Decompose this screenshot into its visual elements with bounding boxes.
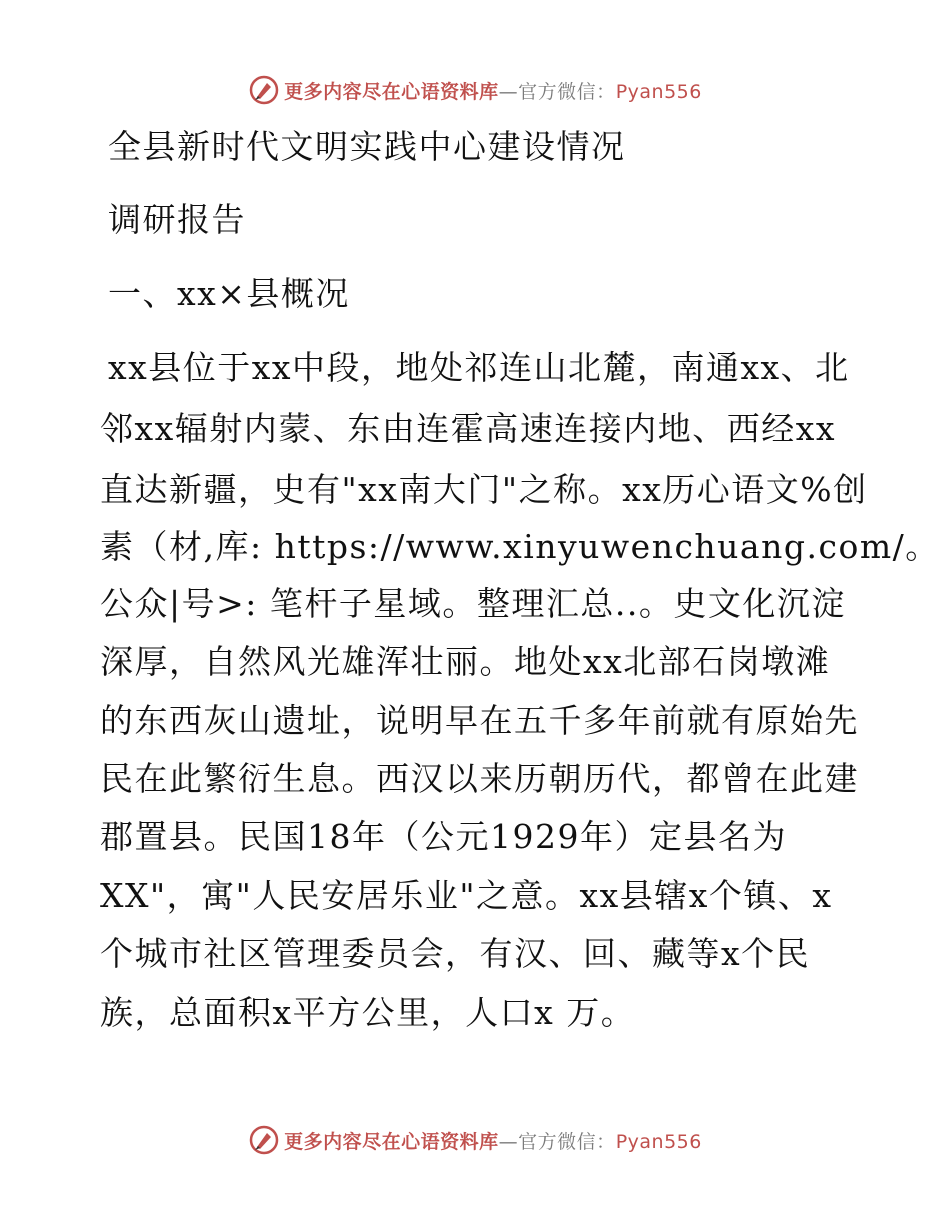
body-line: 的东西灰山遗址，说明早在五千多年前就有原始先: [100, 701, 859, 740]
footer-banner-separator: —: [498, 1130, 519, 1153]
body-line: 直达新疆，史有"xx南大门"之称。xx历心语文%创: [100, 470, 868, 509]
header-banner-sub: 官方微信：: [518, 80, 616, 103]
header-banner-text: [284, 77, 702, 104]
footer-banner-sub: 官方微信：: [518, 1130, 616, 1153]
footer-banner: [0, 1120, 950, 1160]
pen-nib-circle-icon: [248, 74, 280, 106]
header-banner-id: Pyan556: [615, 80, 702, 103]
footer-banner-content: [248, 1124, 702, 1156]
body-line: 民在此繁衍生息。西汉以来历朝历代，都曾在此建: [100, 759, 859, 798]
body-line: 素（材,库: https://www.xinyuwenchuang.com/。: [100, 527, 940, 566]
pen-nib-circle-icon: [248, 1124, 280, 1156]
header-banner: [0, 70, 950, 110]
body-line: 深厚，自然风光雄浑壮丽。地处xx北部石岗墩滩: [100, 642, 831, 681]
header-banner-main: 更多内容尽在心语资料库: [284, 80, 499, 103]
footer-banner-main: 更多内容尽在心语资料库: [284, 1130, 499, 1153]
body-line: xx县位于xx中段，地处祁连山北麓，南通xx、北: [108, 348, 850, 387]
footer-banner-text: [284, 1127, 702, 1154]
section-heading: 一、xx×县概况: [108, 274, 350, 313]
document-title-line1: 全县新时代文明实践中心建设情况: [108, 127, 626, 166]
header-banner-separator: —: [498, 80, 519, 103]
body-line: 公众|号>: 笔杆子星域。整理汇总..。史文化沉淀: [100, 584, 846, 623]
body-line: 族，总面积x平方公里，人口x 万。: [100, 993, 636, 1032]
header-banner-content: [248, 74, 702, 106]
footer-banner-id: Pyan556: [615, 1130, 702, 1153]
body-line: 个城市社区管理委员会，有汉、回、藏等x个民: [100, 934, 811, 973]
body-line: 邻xx辐射内蒙、东由连霍高速连接内地、西经xx: [100, 409, 836, 448]
body-line: 郡置县。民国18年（公元1929年）定县名为: [100, 817, 787, 856]
document-title-line2: 调研报告: [108, 200, 246, 239]
body-line: XX"，寓"人民安居乐业"之意。xx县辖x个镇、x: [100, 876, 833, 915]
